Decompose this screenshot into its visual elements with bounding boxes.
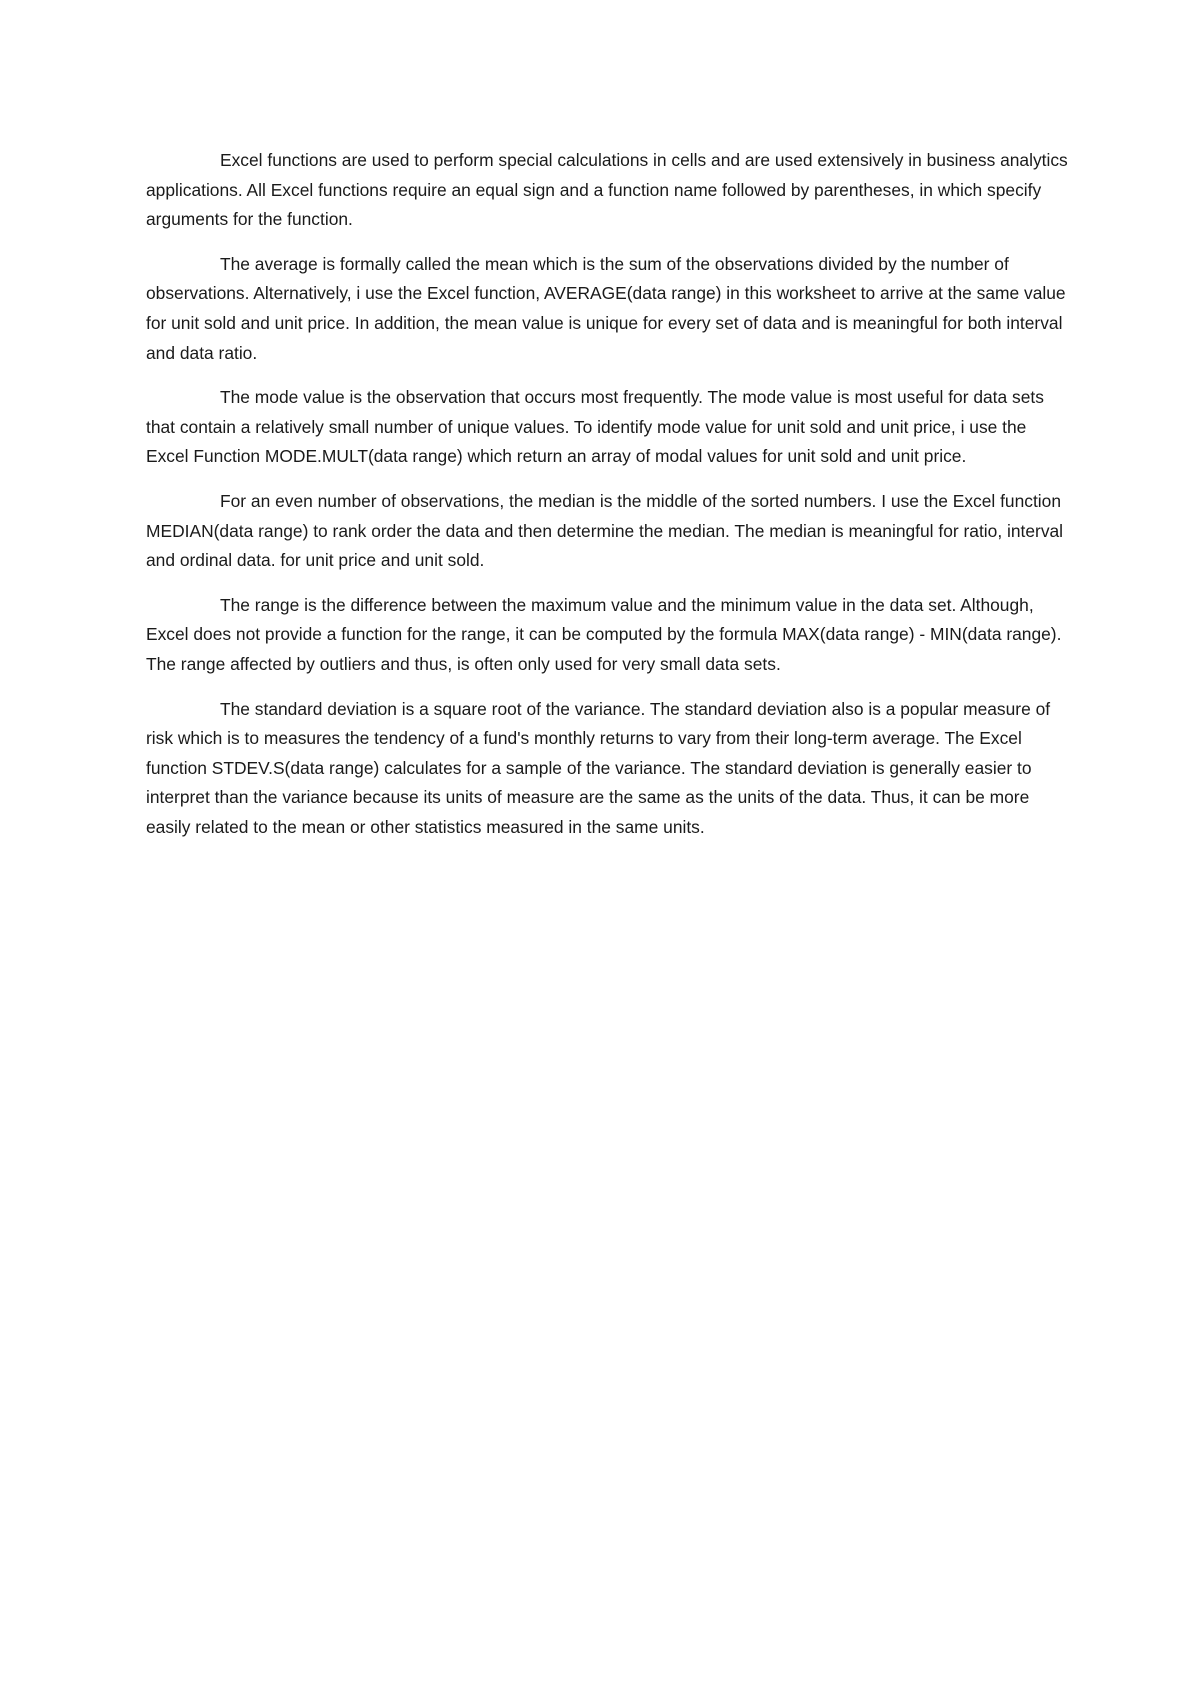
paragraph-excel-functions: Excel functions are used to perform special calculations in cells and are used extensively in business analytics applications. All Excel functions require an equal sign and a function name followed by parentheses, in which specify arguments for the function. [146,150,1068,230]
document-body [146,146,1068,857]
paragraph-range: The range is the difference between the maximum value and the minimum value in the data set. Although, Excel does not provide a function for the range, it can be computed by the formula MAX(data range) - MIN(data range). The range affected by outliers and thus, is often only used for very small data sets. [146,594,1062,674]
paragraph-average: The average is formally called the mean which is the sum of the observations divided by the number of observations. Alternatively, i use the Excel function, AVERAGE(data range) in this worksheet to arrive at the same value for unit sold and unit price. In addition, the mean value is unique for every set of data and is meaningful for both interval and data ratio. [146,253,1066,363]
paragraph-mode: The mode value is the observation that occurs most frequently. The mode value is most useful for data sets that contain a relatively small number of unique values. To identify mode value for unit sold and unit price, i use the Excel Function MODE.MULT(data range) which return an array of modal values for unit sold and unit price. [146,387,1044,467]
paragraph-median: For an even number of observations, the median is the middle of the sorted numbers. I use the Excel function MEDIAN(data range) to rank order the data and then determine the median. The median is meaningful for ratio, interval and ordinal data. for unit price and unit sold. [146,490,1064,571]
paragraph-standard-deviation: The standard deviation is a square root of the variance. The standard deviation also is a popular measure of risk which is to measures the tendency of a fund's monthly returns to vary from their long-term average. The Excel function STDEV.S(data range) calculates for a sample of the variance. The standard deviation is generally easier to interpret than the variance because its units of measure are the same as the units of the data. Thus, it can be more easily related to the mean or other statistics measured in the same units. [146,698,1051,837]
